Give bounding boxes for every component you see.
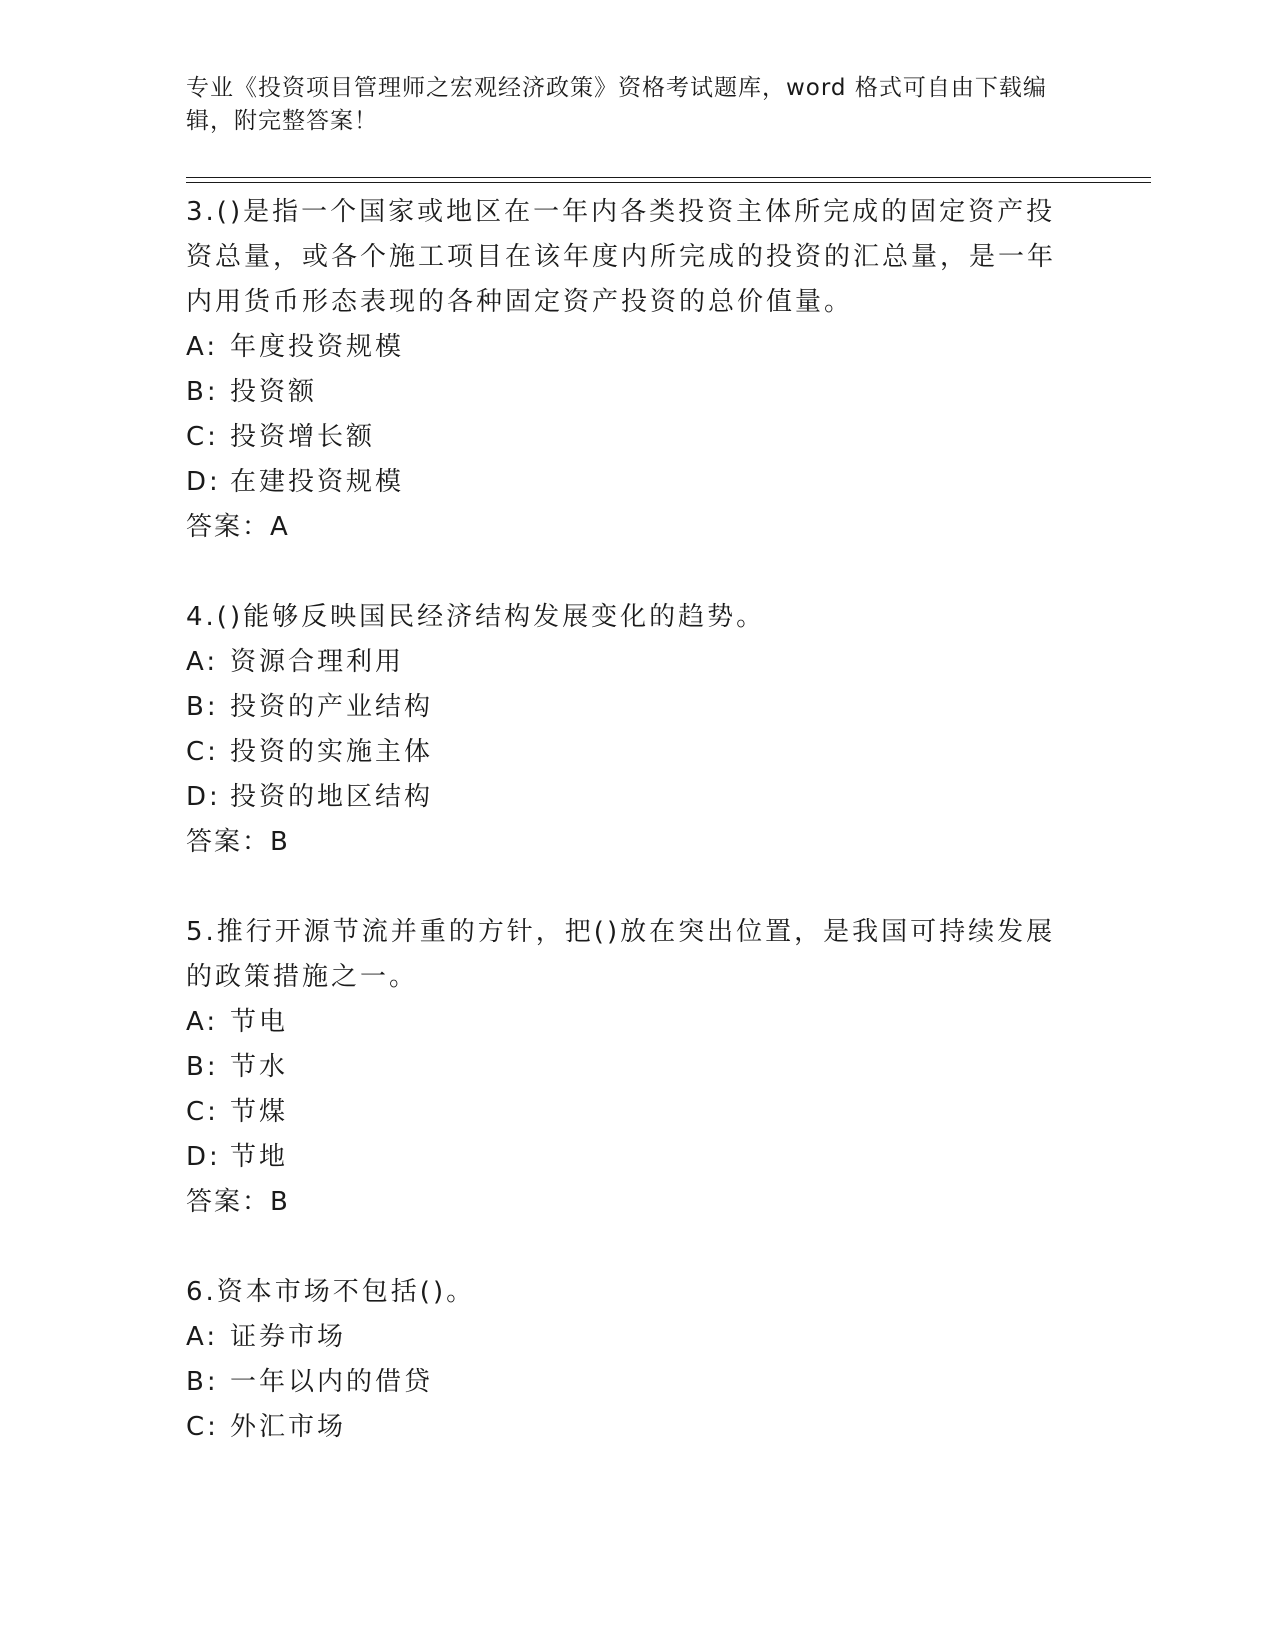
option-b <box>186 370 1076 415</box>
question-4 <box>186 595 1076 865</box>
header-line-1: 专业《投资项目管理师之宏观经济政策》资格考试题库，word 格式可自由下载编 <box>186 75 1047 101</box>
question-3 <box>186 190 1076 550</box>
header-rule-bottom <box>186 182 1151 183</box>
option-text: 投资增长额 <box>230 422 376 452</box>
option-letter: A: <box>186 332 219 362</box>
option-letter: A: <box>186 1322 219 1352</box>
option-c <box>186 1405 1076 1450</box>
question-stem: 3.()是指一个国家或地区在一年内各类投资主体所完成的固定资产投资总量，或各个施工项目在该年度内所完成的投资的汇总量，是一年内用货币形态表现的各种固定资产投资的总价值量。 <box>186 197 1057 317</box>
option-d <box>186 1135 1076 1180</box>
option-text: 节煤 <box>230 1097 289 1127</box>
question-6 <box>186 1270 1076 1450</box>
question-5 <box>186 910 1076 1225</box>
option-c <box>186 730 1076 775</box>
option-letter: D: <box>186 467 221 497</box>
option-letter: B: <box>186 1367 219 1397</box>
option-text: 年度投资规模 <box>230 332 405 362</box>
option-a <box>186 1315 1076 1360</box>
header-line-2: 辑，附完整答案！ <box>186 108 378 134</box>
option-letter: C: <box>186 737 219 767</box>
option-letter: D: <box>186 1142 221 1172</box>
option-text: 节地 <box>230 1142 289 1172</box>
option-text: 资源合理利用 <box>230 647 405 677</box>
question-stem: 4.()能够反映国民经济结构发展变化的趋势。 <box>186 602 766 632</box>
option-text: 节电 <box>230 1007 289 1037</box>
option-letter: C: <box>186 422 219 452</box>
document-header <box>186 72 1066 138</box>
answer-line: 答案：B <box>186 827 290 857</box>
option-letter: B: <box>186 377 219 407</box>
answer-line: 答案：B <box>186 1187 290 1217</box>
option-letter: B: <box>186 1052 219 1082</box>
option-a <box>186 640 1076 685</box>
option-b <box>186 1360 1076 1405</box>
question-list <box>186 190 1076 1495</box>
option-letter: D: <box>186 782 221 812</box>
option-text: 投资的产业结构 <box>230 692 434 722</box>
option-text: 节水 <box>230 1052 289 1082</box>
option-text: 证券市场 <box>230 1322 347 1352</box>
option-letter: B: <box>186 692 219 722</box>
option-text: 投资额 <box>230 377 318 407</box>
option-a <box>186 1000 1076 1045</box>
header-rule-top <box>186 177 1151 178</box>
option-letter: C: <box>186 1097 219 1127</box>
option-letter: A: <box>186 1007 219 1037</box>
option-d <box>186 460 1076 505</box>
option-b <box>186 1045 1076 1090</box>
option-text: 外汇市场 <box>230 1412 347 1442</box>
answer-line: 答案：A <box>186 512 290 542</box>
option-letter: C: <box>186 1412 219 1442</box>
option-c <box>186 1090 1076 1135</box>
option-b <box>186 685 1076 730</box>
option-text: 在建投资规模 <box>230 467 405 497</box>
option-text: 投资的实施主体 <box>230 737 434 767</box>
option-d <box>186 775 1076 820</box>
option-text: 投资的地区结构 <box>230 782 434 812</box>
option-a <box>186 325 1076 370</box>
option-text: 一年以内的借贷 <box>230 1367 434 1397</box>
question-stem: 6.资本市场不包括()。 <box>186 1277 476 1307</box>
option-c <box>186 415 1076 460</box>
option-letter: A: <box>186 647 219 677</box>
question-stem: 5.推行开源节流并重的方针，把()放在突出位置，是我国可持续发展的政策措施之一。 <box>186 917 1056 992</box>
